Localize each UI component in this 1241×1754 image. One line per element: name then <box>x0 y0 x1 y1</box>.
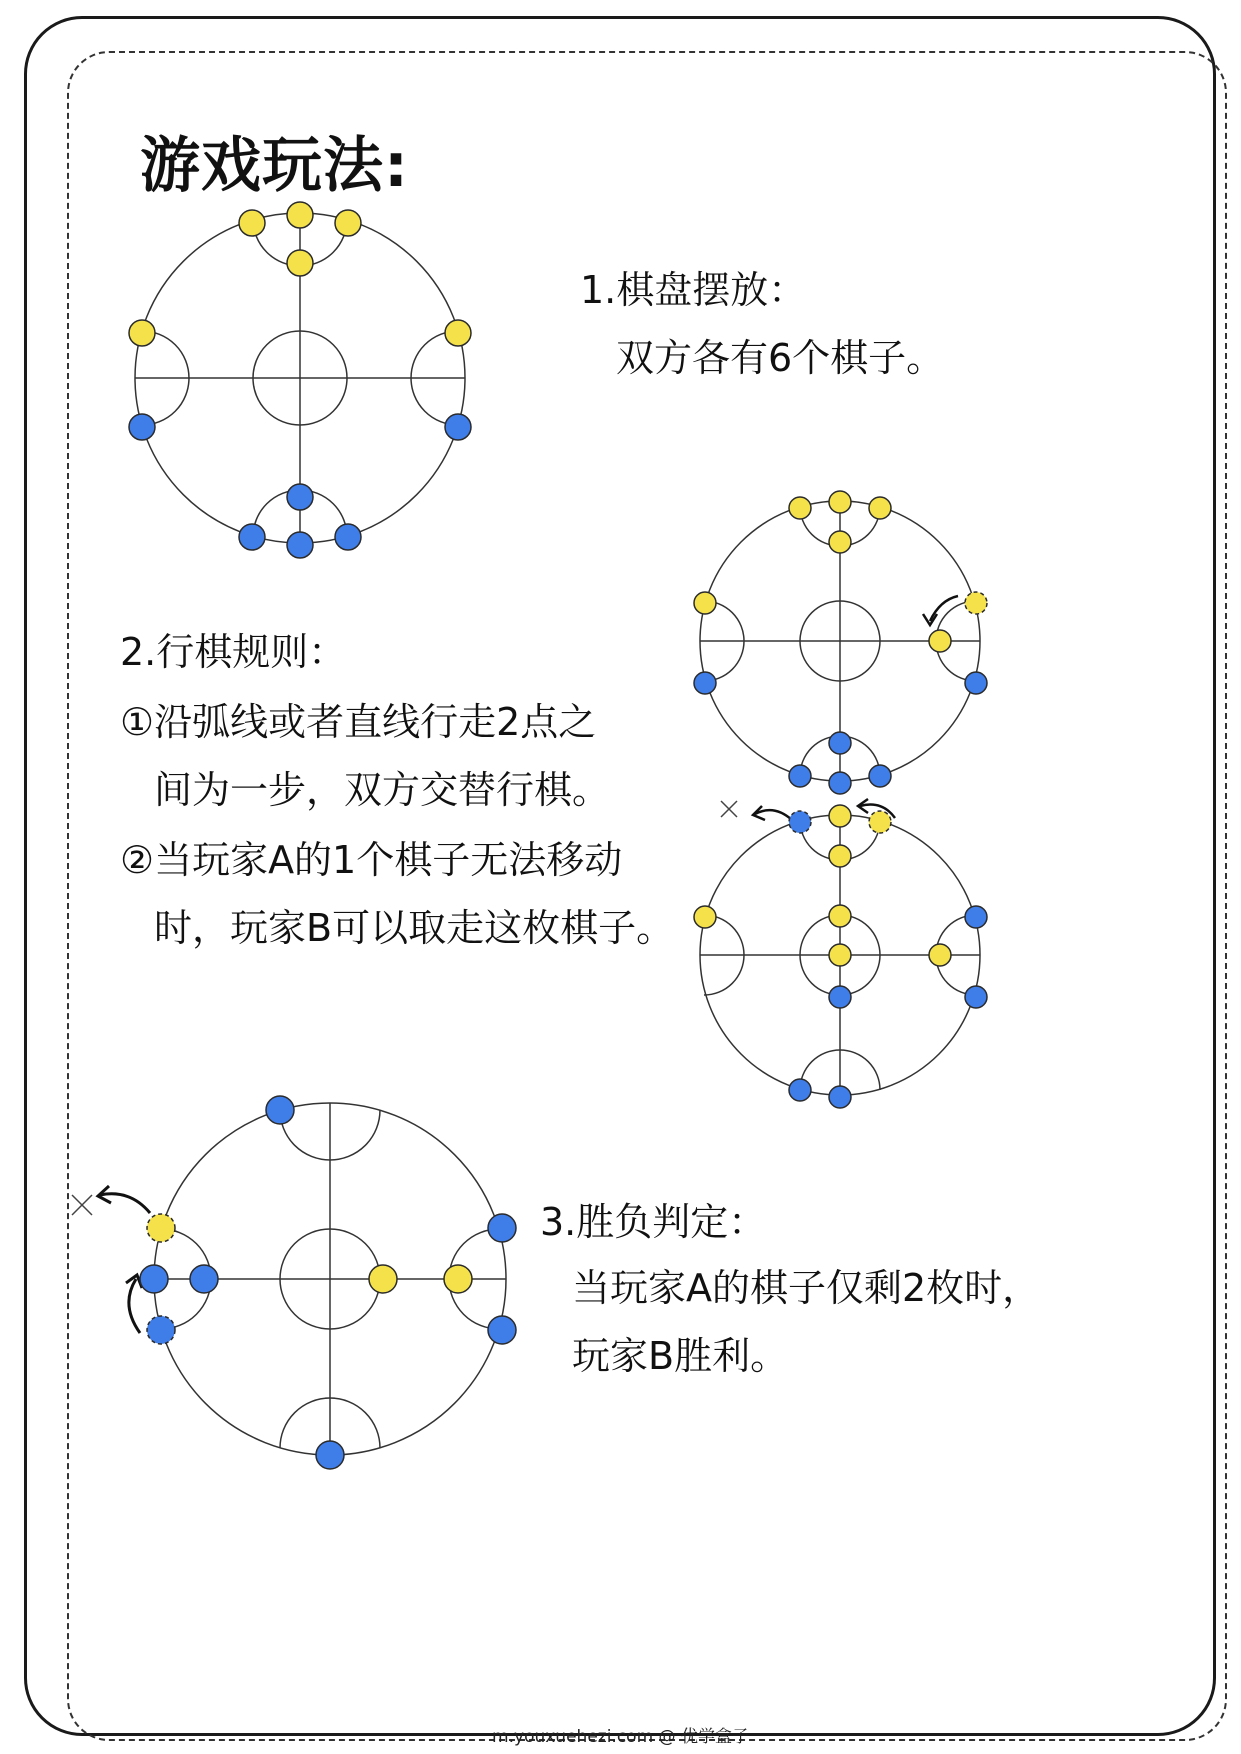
yellow-piece <box>929 630 951 652</box>
victory-body-line2: 玩家B胜利。 <box>572 1334 789 1378</box>
yellow-piece <box>829 531 851 553</box>
board-move-diagram <box>690 488 1000 798</box>
cross-icon <box>72 1195 92 1215</box>
blue-piece <box>335 524 361 550</box>
yellow-piece <box>929 944 951 966</box>
blue-piece <box>316 1441 344 1469</box>
blue-piece <box>287 484 313 510</box>
blue-piece <box>965 672 987 694</box>
curved-arrow-icon <box>100 1194 150 1213</box>
yellow-piece <box>694 906 716 928</box>
blue-piece <box>147 1316 175 1344</box>
curved-arrow-icon <box>129 1279 140 1333</box>
blue-piece <box>829 986 851 1008</box>
blue-piece <box>869 765 891 787</box>
yellow-piece <box>129 320 155 346</box>
victory-body-line1: 当玩家A的棋子仅剩2枚时， <box>572 1266 1041 1310</box>
blue-piece <box>488 1214 516 1242</box>
blue-piece <box>829 772 851 794</box>
yellow-piece <box>287 250 313 276</box>
blue-piece <box>266 1096 294 1124</box>
board-capture-diagram <box>690 792 1000 1112</box>
cross-icon <box>721 801 737 817</box>
blue-piece <box>129 414 155 440</box>
yellow-piece <box>869 497 891 519</box>
yellow-piece <box>789 497 811 519</box>
yellow-piece <box>287 202 313 228</box>
rules-heading: 2.行棋规则： <box>120 630 347 674</box>
blue-piece <box>829 1086 851 1108</box>
board-victory-diagram <box>60 1085 530 1485</box>
yellow-piece <box>869 811 891 833</box>
setup-heading: 1.棋盘摆放： <box>580 268 807 312</box>
yellow-piece <box>829 944 851 966</box>
yellow-piece <box>444 1265 472 1293</box>
victory-heading: 3.胜负判定： <box>540 1200 767 1244</box>
blue-piece <box>965 906 987 928</box>
blue-piece <box>287 532 313 558</box>
yellow-piece <box>829 845 851 867</box>
yellow-piece <box>369 1265 397 1293</box>
yellow-piece <box>829 805 851 827</box>
blue-piece <box>829 732 851 754</box>
yellow-piece <box>335 210 361 236</box>
rule2-line1: ②当玩家A的1个棋子无法移动 <box>120 838 623 882</box>
setup-body: 双方各有6个棋子。 <box>616 336 945 380</box>
blue-piece <box>694 672 716 694</box>
rule2-line2: 时，玩家B可以取走这枚棋子。 <box>154 906 675 950</box>
page-title: 游戏玩法: <box>140 131 409 201</box>
rule1-line1: ①沿弧线或者直线行走2点之 <box>120 700 597 744</box>
blue-piece <box>789 765 811 787</box>
blue-piece <box>140 1265 168 1293</box>
yellow-piece <box>829 905 851 927</box>
yellow-piece <box>694 592 716 614</box>
blue-piece <box>239 524 265 550</box>
yellow-piece <box>239 210 265 236</box>
board-setup-diagram <box>120 195 490 570</box>
blue-piece <box>789 1079 811 1101</box>
footer-watermark: m.youxuehezi.com @ 优学盒子 <box>492 1727 749 1747</box>
yellow-piece <box>829 491 851 513</box>
yellow-piece <box>445 320 471 346</box>
blue-piece <box>445 414 471 440</box>
rule1-line2: 间为一步，双方交替行棋。 <box>154 768 611 812</box>
yellow-piece <box>965 592 987 614</box>
blue-piece <box>789 811 811 833</box>
yellow-piece <box>147 1214 175 1242</box>
blue-piece <box>190 1265 218 1293</box>
blue-piece <box>488 1316 516 1344</box>
blue-piece <box>965 986 987 1008</box>
